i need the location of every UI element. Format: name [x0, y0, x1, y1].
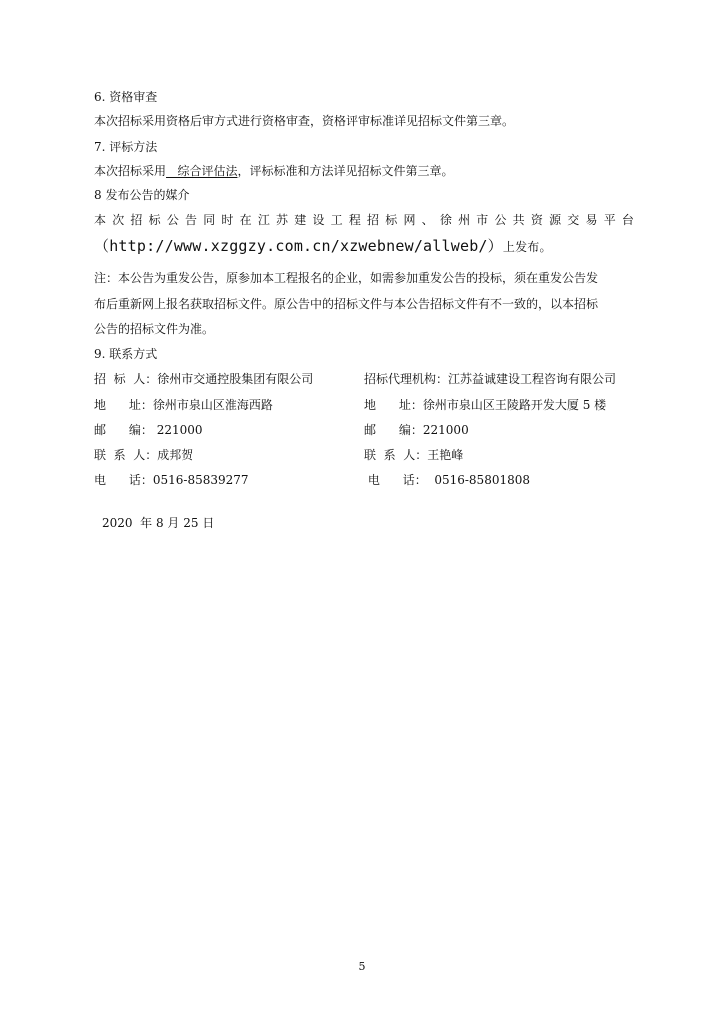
note-line-3: 公告的招标文件为准。: [94, 322, 215, 336]
justified-char: 程: [348, 213, 361, 227]
section-7-suffix: ，评标标准和方法详见招标文件第三章。: [237, 164, 454, 178]
tenderer-contact-row: [94, 447, 193, 463]
agency-row: [364, 371, 616, 387]
contact-label: 邮 编：: [364, 423, 423, 437]
section-7-body: [94, 163, 453, 179]
contact-label: 地 址：: [364, 398, 423, 412]
justified-char: 时: [221, 213, 234, 227]
contact-value: 王艳峰: [427, 448, 464, 462]
justified-char: 江: [257, 213, 270, 227]
justified-char: 台: [621, 213, 634, 227]
contact-value: 221000: [152, 423, 203, 437]
contact-label: 电 话：: [94, 473, 153, 487]
contact-label: 招标代理机构：: [364, 372, 449, 386]
section-8-url-line: [94, 237, 552, 256]
section-8-tail: 上发布。: [502, 240, 552, 254]
contact-value: 江苏益诚建设工程咨询有限公司: [448, 372, 617, 386]
justified-char: 公: [494, 213, 507, 227]
justified-char: 招: [367, 213, 380, 227]
note-line-1: 注：本公告为重发公告，原参加本工程报名的企业，如需参加重发公告的投标，须在重发公告发: [94, 271, 599, 285]
justified-char: 招: [130, 213, 143, 227]
justified-char: 次: [112, 213, 125, 227]
justified-char: 源: [549, 213, 562, 227]
justified-char: 工: [330, 213, 343, 227]
justified-char: 平: [603, 213, 616, 227]
contact-label: 招 标 人：: [94, 372, 158, 386]
contact-label: 联 系 人：: [94, 448, 158, 462]
announcement-date: 2020 年 8 月 25 日: [102, 516, 215, 530]
justified-char: 州: [458, 213, 471, 227]
contact-value: 0516-85839277: [152, 473, 249, 487]
section-9-heading: 9. 联系方式: [94, 347, 158, 361]
justified-char: 资: [530, 213, 543, 227]
section-6-body: 本次招标采用资格后审方式进行资格审查，资格评审标准详见招标文件第三章。: [94, 114, 515, 128]
agency-postcode-row: [364, 422, 469, 438]
tenderer-phone-row: [94, 472, 249, 488]
tenderer-row: [94, 371, 313, 387]
justified-char: 共: [512, 213, 525, 227]
page-number: 5: [358, 960, 366, 973]
contact-label: 邮 编：: [94, 423, 153, 437]
justified-char: 网: [403, 213, 416, 227]
note-line-2: 布后重新网上报名获取招标文件。原公告中的招标文件与本公告招标文件有不一致的，以本招标: [94, 297, 599, 311]
justified-char: 易: [585, 213, 598, 227]
contact-label: 联 系 人：: [364, 448, 428, 462]
agency-phone-row: [364, 472, 530, 488]
justified-char: 同: [203, 213, 216, 227]
justified-char: 设: [312, 213, 325, 227]
contact-value: 徐州市泉山区王陵路开发大厦 5 楼: [422, 398, 607, 412]
justified-char: 标: [148, 213, 161, 227]
section-8-justified-line: [94, 212, 634, 228]
publication-url: （http://www.xzggzy.com.cn/xzwebnew/allweb/）: [94, 237, 503, 255]
justified-char: 本: [94, 213, 107, 227]
justified-char: 、: [421, 213, 434, 227]
section-8-heading: 8 发布公告的媒介: [94, 188, 190, 202]
contact-value: 0516-85801808: [426, 473, 531, 487]
agency-address-row: [364, 397, 606, 413]
justified-char: 在: [239, 213, 252, 227]
justified-char: 标: [385, 213, 398, 227]
evaluation-method: 综合评估法: [166, 164, 238, 178]
contact-value: 徐州市交通控股集团有限公司: [157, 372, 314, 386]
contact-value: 徐州市泉山区淮海西路: [152, 398, 273, 412]
contact-value: 成邦贺: [157, 448, 194, 462]
agency-contact-row: [364, 447, 463, 463]
justified-char: 苏: [276, 213, 289, 227]
contact-value: 221000: [422, 423, 469, 437]
section-7-prefix: 本次招标采用: [94, 164, 167, 178]
contact-label: 地 址：: [94, 398, 153, 412]
section-7-heading: 7. 评标方法: [94, 140, 158, 154]
section-6-heading: 6. 资格审查: [94, 90, 158, 104]
justified-char: 徐: [439, 213, 452, 227]
tenderer-postcode-row: [94, 422, 203, 438]
justified-char: 告: [185, 213, 198, 227]
justified-char: 交: [567, 213, 580, 227]
justified-char: 市: [476, 213, 489, 227]
justified-char: 建: [294, 213, 307, 227]
tenderer-address-row: [94, 397, 273, 413]
contact-label: 电 话：: [364, 473, 427, 487]
justified-char: 公: [166, 213, 179, 227]
